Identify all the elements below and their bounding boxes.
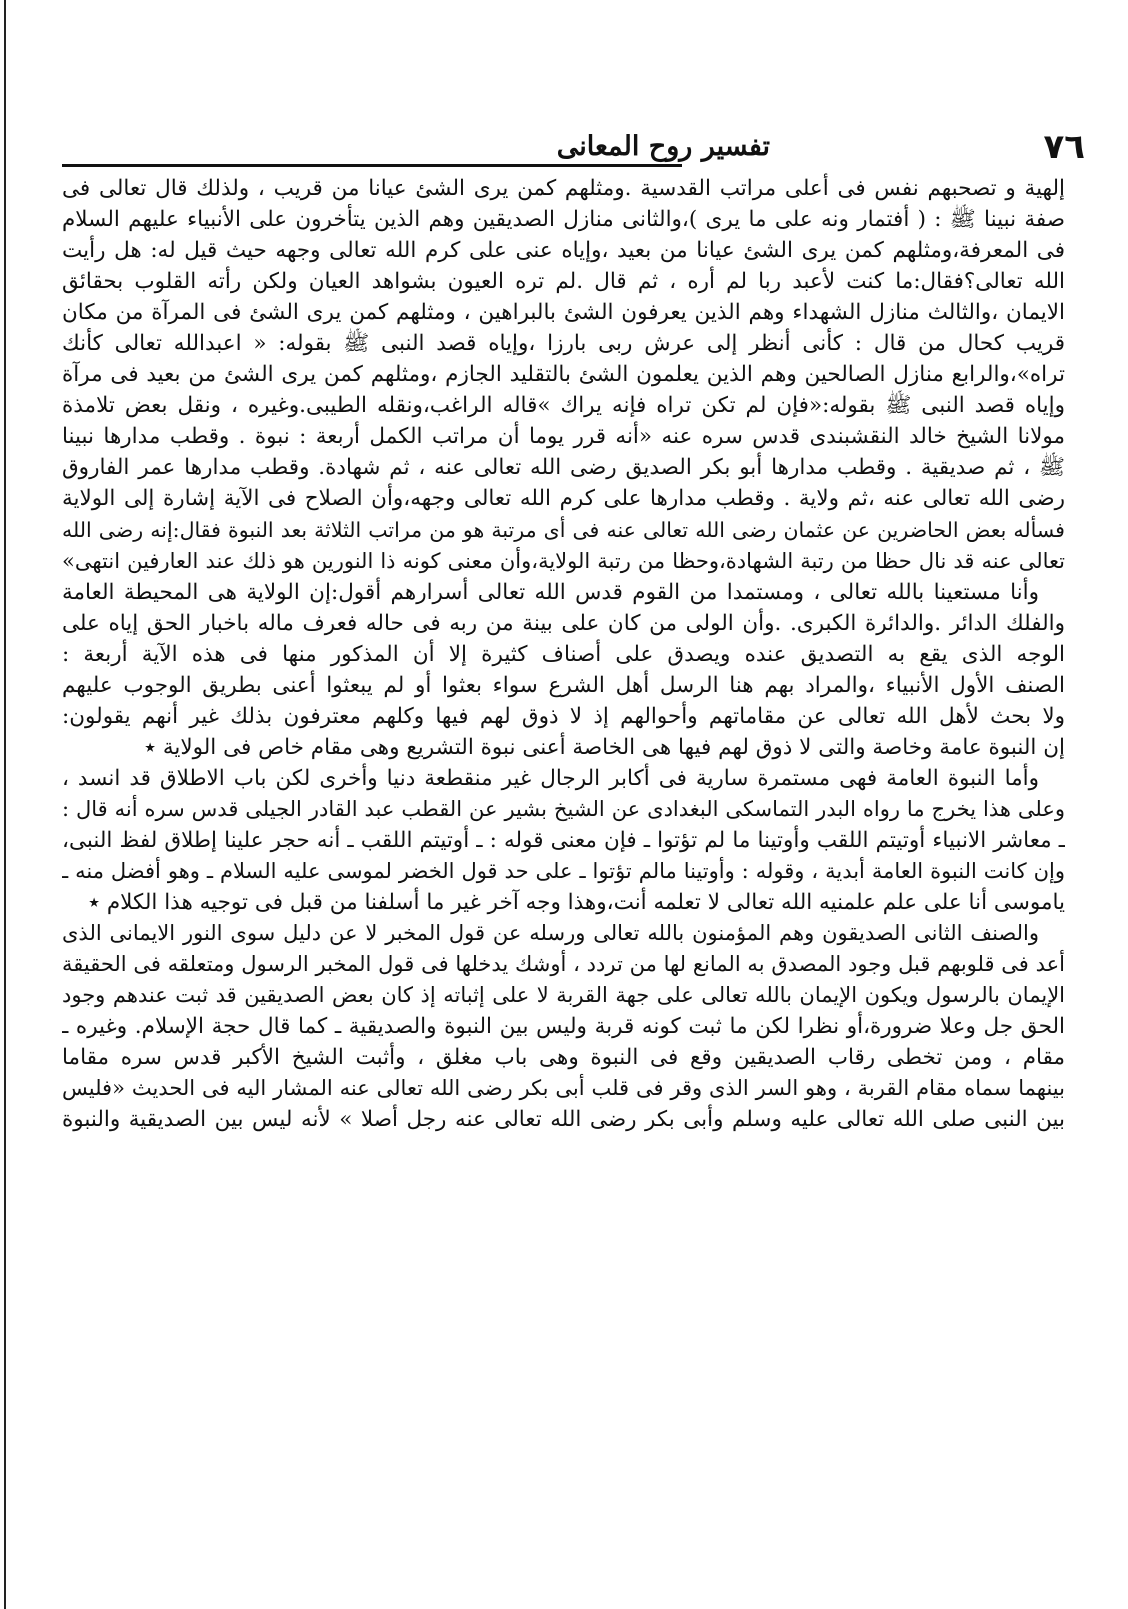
running-title: تفسير روح المعانى	[556, 131, 770, 162]
text-line: ـ معاشر الانبياء أوتيتم اللقب وأوتينا ما لم تؤتوا ـ فإن معنى قوله : ـ أوتيتم اللقب ـ أنه حجر علينا إطلاق لفظ النبى،	[62, 827, 1065, 853]
text-line: الصنف الأول الأنبياء ،والمراد بهم هنا الرسل أهل الشرع سواء بعثوا أو لم يبعثوا أعنى بطريق الوجوب عليهم	[62, 672, 1065, 698]
text-line: الوجه الذى يقع به التصديق عنده ويصدق على أصناف كثيرة إلا أن المذكور منها فى هذه الآية أربعة :	[62, 641, 1065, 667]
text-line: والفلك الدائر .والدائرة الكبرى. .وأن الولى من كان على بينة من ربه فى حاله فعرف ماله باخبار الحق إياه على	[62, 610, 1065, 636]
text-line: الله تعالى؟فقال:ما كنت لأعبد ربا لم أره ، ثم قال .لم تره العيون بشواهد العيان ولكن رأته القلوب بحقائق	[62, 269, 1065, 295]
text-line: إلهية و تصحبهم نفس فى أعلى مراتب القدسية .ومثلهم كمن يرى الشئ عيانا من قريب ، ولذلك قال تعالى فى	[62, 176, 1065, 201]
text-line: وعلى هذا يخرج ما رواه البدر التماسكى البغدادى عن الشيخ بشير عن القطب عبد القادر الجيلى قدس سره أنه قال :	[62, 796, 1065, 821]
text-line: مقام ، ومن تخطى رقاب الصديقين وقع فى النبوة وهى باب مغلق ، وأثبت الشيخ الأكبر قدس سره مقاما	[62, 1045, 1065, 1071]
text-line: الايمان ،والثالث منازل الشهداء وهم الذين يعرفون الشئ بالبراهين ، ومثلهم كمن يرى الشئ فى المرآة من مكان	[62, 300, 1065, 326]
text-line: تعالى عنه قد نال حظا من رتبة الشهادة،وحظا من رتبة الولاية،وأن معنى كونه ذا النورين هو ذلك عند العارفين انتهى»	[62, 548, 1065, 573]
text-line: الحق جل وعلا ضرورة،أو نظرا لكن ما ثبت كونه قربة وليس بين النبوة والصديقية ـ كما قال حجة الإسلام. وغيره ـ	[62, 1014, 1065, 1040]
text-line: مولانا الشيخ خالد النقشبندى قدس سره عنه «أنه قرر يوما أن مراتب الكمل أربعة : نبوة . وقطب مدارها نبينا	[62, 424, 1065, 450]
text-line: ﷺ ، ثم صديقية . وقطب مدارها أبو بكر الصديق رضى الله تعالى عنه ، ثم شهادة. وقطب مدارها عمر الفاروق	[62, 455, 1065, 481]
text-line: قريب كحال من قال : كأنى أنظر إلى عرش ربى بارزا ،وإياه قصد النبى ﷺ بقوله: « اعبدالله تعالى كأنك	[62, 331, 1065, 357]
text-line: رضى الله تعالى عنه ،ثم ولاية . وقطب مدارها على كرم الله تعالى وجهه،وأن الصلاح فى الآية إشارة إلى الولاية	[62, 486, 1065, 512]
page-edge-line	[4, 0, 6, 1609]
text-line: صفة نبينا ﷺ : ( أفتمار ونه على ما يرى )،والثانى منازل الصديقين وهم الذين يتأخرون على الأنبياء عليهم السلام	[62, 207, 1065, 233]
body-text	[62, 173, 1065, 1135]
text-line: وأنا مستعينا بالله تعالى ، ومستمدا من القوم قدس الله تعالى أسرارهم أقول:إن الولاية هى المحيطة العامة	[62, 579, 1039, 605]
text-line: ياموسى أنا على علم علمنيه الله تعالى لا تعلمه أنت،وهذا وجه آخر غير ما أسلفنا من قبل فى توجيه هذا الكلام ٭	[88, 890, 1065, 916]
text-line: أعد فى قلوبهم قبل وجود المصدق به المانع لها من تردد ، أوشك يدخلها فى قول المخبر الرسول ومتعلقه فى الحقيقة	[62, 952, 1065, 977]
text-line: ولا بحث لأهل الله تعالى عن مقاماتهم وأحوالهم إذ لا ذوق لهم فيها وكلهم معترفون بذلك غير أنهم يقولون:	[62, 703, 1065, 729]
text-line: وإياه قصد النبى ﷺ بقوله:«فإن لم تكن تراه فإنه يراك »قاله الراغب،ونقله الطيبى.وغيره ، ونقل بعض تلامذة	[62, 393, 1065, 419]
text-line: الإيمان بالرسول ويكون الإيمان بالله تعالى على جهة القربة لا على إثباته إذ كان بعض الصديقين قد ثبت عندهم وجود	[62, 983, 1065, 1008]
text-line: وأما النبوة العامة فهى مستمرة سارية فى أكابر الرجال غير منقطعة دنيا وأخرى لكن باب الاطلاق قد انسد ،	[62, 765, 1039, 791]
text-line: وإن كانت النبوة العامة أبدية ، وقوله : وأوتينا مالم تؤتوا ـ على حد قول الخضر لموسى عليه السلام ـ وهو أفضل منه ـ	[62, 859, 1065, 884]
text-line: فسأله بعض الحاضرين عن عثمان رضى الله تعالى عنه فى أى مرتبة هو من مراتب الثلاثة بعد النبوة فقال:إنه رضى الله	[62, 517, 1065, 542]
text-line: تراه»،والرابع منازل الصالحين وهم الذين يعلمون الشئ بالتقليد الجازم ،ومثلهم كمن يرى الشئ من بعيد فى مرآة	[62, 362, 1065, 388]
page-number: ٧٦	[1043, 127, 1085, 167]
text-line: فى المعرفة،ومثلهم كمن يرى الشئ عيانا من بعيد ،وإياه عنى على كرم الله تعالى وجهه حيث قيل له: هل رأيت	[62, 238, 1065, 264]
header-rule	[62, 164, 682, 167]
text-line: إن النبوة عامة وخاصة والتى لا ذوق لهم فيها هى الخاصة أعنى نبوة التشريع وهى مقام خاص فى الولاية ٭	[144, 734, 1065, 760]
text-line: بين النبى صلى الله تعالى عليه وسلم وأبى بكر رضى الله تعالى عنه رجل أصلا » لأنه ليس بين الصديقية والنبوة	[62, 1107, 1065, 1133]
text-line: بينهما سماه مقام القربة ، وهو السر الذى وقر فى قلب أبى بكر رضى الله تعالى عنه المشار اليه فى الحديث «فليس	[62, 1076, 1065, 1101]
text-line: والصنف الثانى الصديقون وهم المؤمنون بالله تعالى ورسله عن قول المخبر لا عن دليل سوى النور الايمانى الذى	[62, 921, 1039, 946]
